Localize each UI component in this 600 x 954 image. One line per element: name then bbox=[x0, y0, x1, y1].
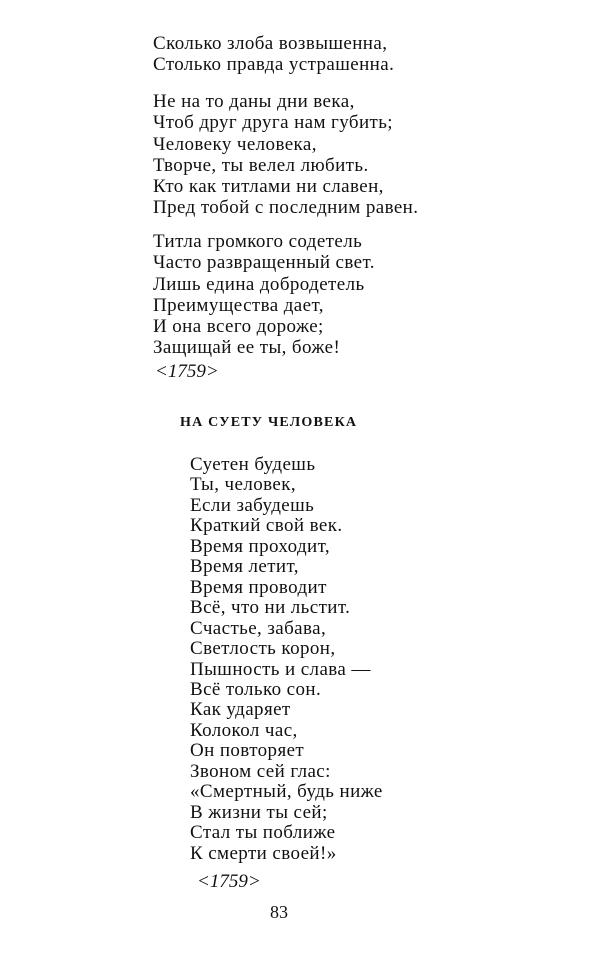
poem1-stanza-1 bbox=[153, 33, 394, 76]
verse-line: Лишь едина добродетель bbox=[153, 273, 365, 295]
verse-line: Если забудешь bbox=[190, 494, 315, 516]
verse-line: Пышность и слава — bbox=[190, 658, 371, 680]
verse-line: Он повторяет bbox=[190, 740, 305, 762]
verse-line: Чтоб друг друга нам губить; bbox=[153, 112, 393, 134]
poem2-title: НА СУЕТУ ЧЕЛОВЕКА bbox=[180, 415, 358, 430]
page-number: 83 bbox=[270, 902, 288, 922]
verse-line: Титла громкого содетель bbox=[153, 231, 363, 252]
verse-line: Время проходит, bbox=[190, 535, 331, 557]
verse-line: Как ударяет bbox=[190, 699, 291, 721]
verse-line: Стал ты поближе bbox=[190, 822, 336, 844]
verse-line: Столько правда устрашенна. bbox=[153, 54, 395, 76]
verse-line: Колокол час, bbox=[190, 719, 298, 741]
verse-line: Сколько злоба возвышенна, bbox=[153, 33, 388, 54]
verse-line: Творче, ты велел любить. bbox=[153, 154, 369, 176]
verse-line: Не на то даны дни века, bbox=[153, 91, 355, 112]
verse-line: Кто как титлами ни славен, bbox=[153, 176, 384, 198]
verse-line: Человеку человека, bbox=[153, 133, 317, 155]
verse-line: В жизни ты сей; bbox=[190, 801, 328, 823]
verse-line: И она всего дороже; bbox=[153, 316, 324, 338]
verse-line: «Смертный, будь ниже bbox=[190, 781, 383, 803]
poem1-date: <1759> bbox=[155, 361, 219, 382]
verse-line: Светлость корон, bbox=[190, 638, 336, 660]
poem1-stanza-3 bbox=[153, 231, 375, 359]
poem2-date: <1759> bbox=[197, 871, 261, 892]
verse-line: Преимущества дает, bbox=[153, 294, 324, 316]
verse-line: К смерти своей!» bbox=[190, 842, 337, 864]
poem1-stanza-2 bbox=[153, 91, 418, 219]
verse-line: Звоном сей глас: bbox=[190, 760, 331, 782]
verse-line: Ты, человек, bbox=[190, 474, 296, 496]
verse-line: Защищай ее ты, боже! bbox=[153, 337, 341, 359]
verse-line: Время проводит bbox=[190, 576, 327, 598]
verse-line: Время летит, bbox=[190, 556, 299, 578]
verse-line: Всё, что ни льстит. bbox=[190, 597, 351, 619]
verse-line: Пред тобой с последним равен. bbox=[153, 197, 419, 219]
poem2-body bbox=[190, 455, 383, 864]
verse-line: Краткий свой век. bbox=[190, 515, 343, 537]
verse-line: Суетен будешь bbox=[190, 454, 316, 475]
verse-line: Всё только сон. bbox=[190, 678, 322, 700]
verse-line: Часто развращенный свет. bbox=[153, 252, 375, 274]
verse-line: Счастье, забава, bbox=[190, 617, 327, 639]
